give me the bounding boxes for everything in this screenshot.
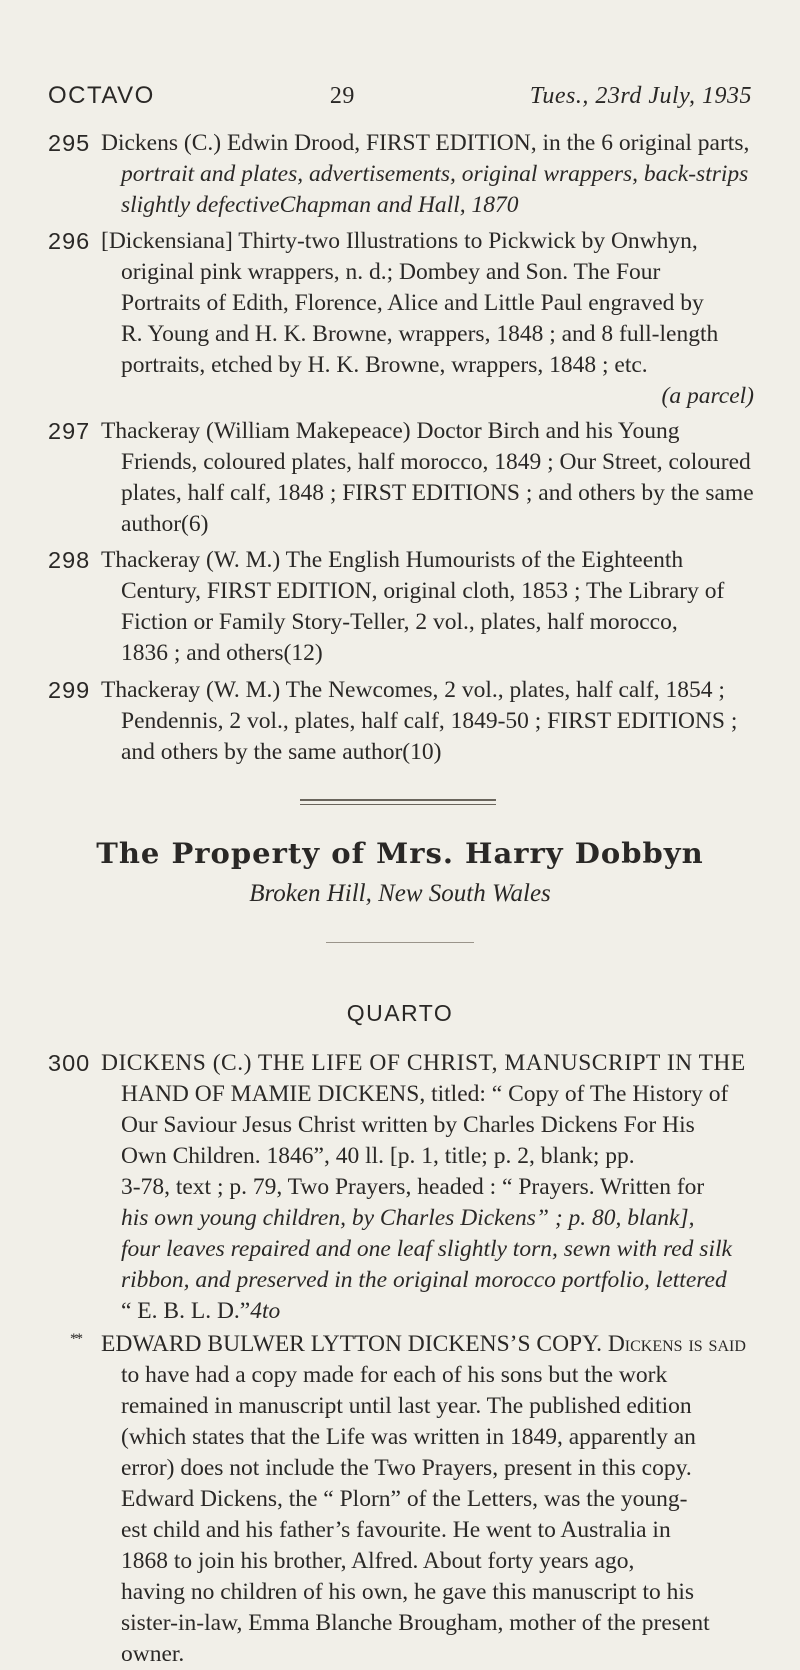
lot-number: 296 — [48, 228, 91, 254]
lot-number: 299 — [48, 677, 91, 703]
lot-299 — [48, 675, 754, 768]
lot-quantity: (6) — [181, 511, 209, 537]
lot-300 — [48, 1048, 754, 1327]
note-line: owner. — [121, 1641, 185, 1667]
lot-line: four leaves repaired and one leaf slightly torn, sewn with red silk — [121, 1236, 732, 1262]
lot-quantity: (a parcel) — [661, 383, 754, 409]
note-line: est child and his father’s favourite. He went to Australia in — [121, 1517, 671, 1543]
note-line: (which states that the Life was written in 1849, apparently an — [121, 1424, 696, 1450]
section-divider — [326, 942, 474, 943]
lot-298 — [48, 545, 754, 669]
lot-line: portrait and plates, advertisements, original wrappers, back-strips — [121, 161, 749, 187]
lot-line: Century, FIRST EDITION, original cloth, 1853 ; The Library of — [121, 578, 725, 604]
lot-line: DICKENS (C.) THE LIFE OF CHRIST, MANUSCRIPT IN THE — [101, 1050, 746, 1076]
lot-format: 4to — [250, 1298, 281, 1324]
lot-quantity: (10) — [402, 739, 442, 765]
lot-line: author — [121, 511, 182, 537]
lot-line: R. Young and H. K. Browne, wrappers, 1848 ; and 8 full-length — [121, 321, 719, 347]
note-line: remained in manuscript until last year. The published edition — [121, 1393, 692, 1419]
note-line: error) does not include the Two Prayers, present in this copy. — [121, 1455, 692, 1481]
lot-line: 1836 ; and others — [121, 640, 284, 666]
lot-line: Our Saviour Jesus Christ written by Charles Dickens For His — [121, 1112, 695, 1138]
sale-date: Tues., 23rd July, 1935 — [529, 83, 752, 109]
property-location: Broken Hill, New South Wales — [249, 880, 551, 907]
lot-line: ribbon, and preserved in the original morocco portfolio, lettered — [121, 1267, 727, 1293]
lot-number: 295 — [48, 130, 91, 156]
lot-line: “ E. B. L. D.” — [121, 1298, 251, 1324]
note-line: having no children of his own, he gave this manuscript to his — [121, 1579, 695, 1605]
lot-line: Thackeray (W. M.) The Newcomes, 2 vol., plates, half calf, 1854 ; — [101, 677, 725, 703]
lot-300-note-lines-host — [101, 1329, 754, 1670]
format-label: OCTAVO — [48, 82, 155, 109]
lot-line: Portraits of Edith, Florence, Alice and Little Paul engraved by — [121, 290, 704, 316]
lot-line: slightly defective — [121, 192, 280, 218]
lot-line: plates, half calf, 1848 ; FIRST EDITIONS ; and others by the same — [121, 480, 754, 506]
lot-publisher: Chapman and Hall, 1870 — [279, 192, 519, 218]
lot-line: Pendennis, 2 vol., plates, half calf, 1849-50 ; FIRST EDITIONS ; — [121, 708, 738, 734]
lot-number: 297 — [48, 418, 91, 444]
property-title: The Property of Mrs. Harry Dobbyn — [96, 836, 704, 870]
lot-line: portraits, etched by H. K. Browne, wrappers, 1848 ; etc. — [121, 352, 648, 378]
lot-295 — [48, 128, 754, 221]
lot-line: Fiction or Family Story-Teller, 2 vol., plates, half morocco, — [121, 609, 678, 635]
section-divider — [300, 799, 496, 805]
note-line: to have had a copy made for each of his sons but the work — [121, 1362, 668, 1388]
note-line: EDWARD BULWER LYTTON DICKENS’S COPY. Dickens is said — [101, 1331, 746, 1357]
lot-quantity: (12) — [283, 640, 323, 666]
page-number: 29 — [329, 83, 355, 109]
lot-line: Friends, coloured plates, half morocco, 1849 ; Our Street, coloured — [121, 449, 751, 475]
lot-line: HAND OF MAMIE DICKENS, titled: “ Copy of The History of — [121, 1081, 729, 1107]
note-line: 1868 to join his brother, Alfred. About forty years ago, — [121, 1548, 635, 1574]
lot-line: Thackeray (William Makepeace) Doctor Birch and his Young — [101, 418, 680, 444]
lot-297 — [48, 416, 754, 540]
lot-number: 298 — [48, 547, 91, 573]
lot-line: Own Children. 1846”, 40 ll. [p. 1, title; p. 2, blank; pp. — [121, 1143, 635, 1169]
lot-line: his own young children, by Charles Dickens” ; p. 80, blank], — [121, 1205, 695, 1231]
lot-line: Thackeray (W. M.) The English Humourists of the Eighteenth — [101, 547, 684, 573]
asterisk-icon: ** — [70, 1331, 81, 1347]
lot-line: original pink wrappers, n. d.; Dombey and Son. The Four — [121, 259, 661, 285]
section-heading: QUARTO — [346, 1000, 454, 1026]
lot-line: and others by the same author — [121, 739, 403, 765]
lot-number: 300 — [48, 1050, 91, 1076]
lot-line: [Dickensiana] Thirty-two Illustrations to Pickwick by Onwhyn, — [101, 228, 698, 254]
lot-line: Dickens (C.) Edwin Drood, FIRST EDITION, in the 6 original parts, — [101, 130, 750, 156]
note-line: Edward Dickens, the “ Plorn” of the Letters, was the young- — [121, 1486, 688, 1512]
lot-line: 3-78, text ; p. 79, Two Prayers, headed : “ Prayers. Written for — [121, 1174, 705, 1200]
lot-296 — [48, 226, 754, 412]
page-header — [48, 82, 752, 110]
note-line: sister-in-law, Emma Blanche Brougham, mother of the present — [121, 1610, 710, 1636]
